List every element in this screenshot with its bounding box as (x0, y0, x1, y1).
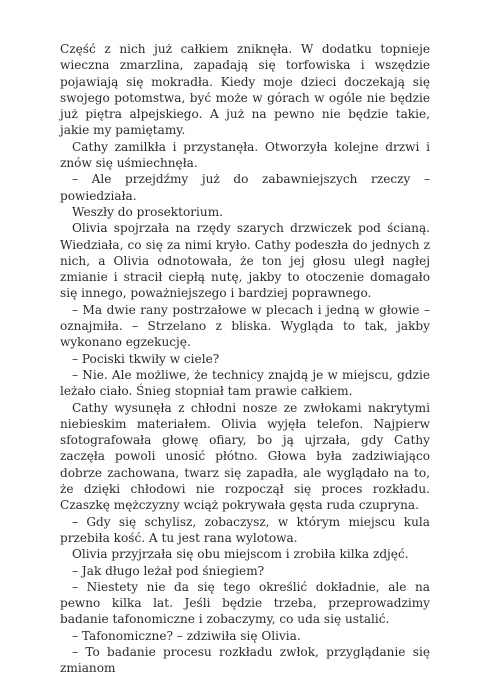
paragraph-15: – To badanie procesu rozkładu zwłok, przyglądanie się zmianom (60, 644, 430, 676)
paragraph-2: Cathy zamilkła i przystanęła. Otworzyła kolejne drzwi i znów się uśmiechnęła. (60, 139, 430, 171)
paragraph-12: – Jak długo leżał pod śniegiem? (72, 563, 265, 578)
paragraph-4: Weszły do prosektorium. (72, 204, 224, 219)
paragraph-9: Cathy wysunęła z chłodni nosze ze zwłokami nakrytymi niebieskim materiałem. Olivia wyjęła telefon. Najpierw sfotografowała głowę ofiary, bo ją ujrzała, gdy Cathy zaczęła powoli unosić płótno. Głowa była zadziwiająco dobrze zachowana, twarz się zapadła, ale wyglądało na to, że dzięki chłodowi nie rozpoczął się proces rozkładu. Czaszkę mężczyzny wciąż pokrywała gęsta ruda czupryna. (60, 400, 430, 513)
paragraph-11: Olivia przyjrzała się obu miejscom i zrobiła kilka zdjęć. (72, 547, 409, 562)
paragraph-8: – Nie. Ale możliwe, że technicy znajdą je w miejscu, gdzie leżało ciało. Śnieg stopniał tam prawie całkiem. (60, 367, 430, 399)
paragraph-5: Olivia spojrzała na rzędy szarych drzwiczek pod ścianą. Wiedziała, co się za nimi kryło. Cathy podeszła do jednych z nich, a Olivia odnotowała, że ton jej głosu uległ nagłej zmianie i stracił ciepłą nutę, jakby to otoczenie domagało się innego, poważniejszego i bardziej poprawnego. (60, 221, 430, 301)
paragraph-7: – Pociski tkwiły w ciele? (72, 351, 220, 366)
paragraph-10: – Gdy się schylisz, zobaczysz, w którym miejscu kula przebiła kość. A tu jest rana wylotowa. (60, 514, 430, 545)
paragraph-14: – Tafonomiczne? – zdziwiła się Olivia. (72, 628, 301, 643)
paragraph-3: – Ale przejdźmy już do zabawniejszych rzeczy – powiedziała. (60, 172, 430, 203)
paragraph-13: – Niestety nie da się tego określić dokładnie, ale na pewno kilka lat. Jeśli będzie trzeba, przeprowadzimy badanie tafonomiczne i zobaczymy, co uda się ustalić. (60, 579, 430, 627)
paragraph-1: Część z nich już całkiem zniknęła. W dodatku topnieje wieczna zmarzlina, zapadają się torfowiska i wszędzie pojawiają się mokradła. Kiedy moje dzieci doczekają się swojego potomstwa, być może w górach w ogóle nie będzie już piętra alpejskiego. A już na pewno nie będzie takie, jakie my pamiętamy. (60, 42, 430, 138)
paragraph-6: – Ma dwie rany postrzałowe w plecach i jedną w głowie – oznajmiła. – Strzelano z bliska. Wygląda to tak, jakby wykonano egzekucję. (60, 302, 430, 350)
book-page (60, 41, 430, 677)
